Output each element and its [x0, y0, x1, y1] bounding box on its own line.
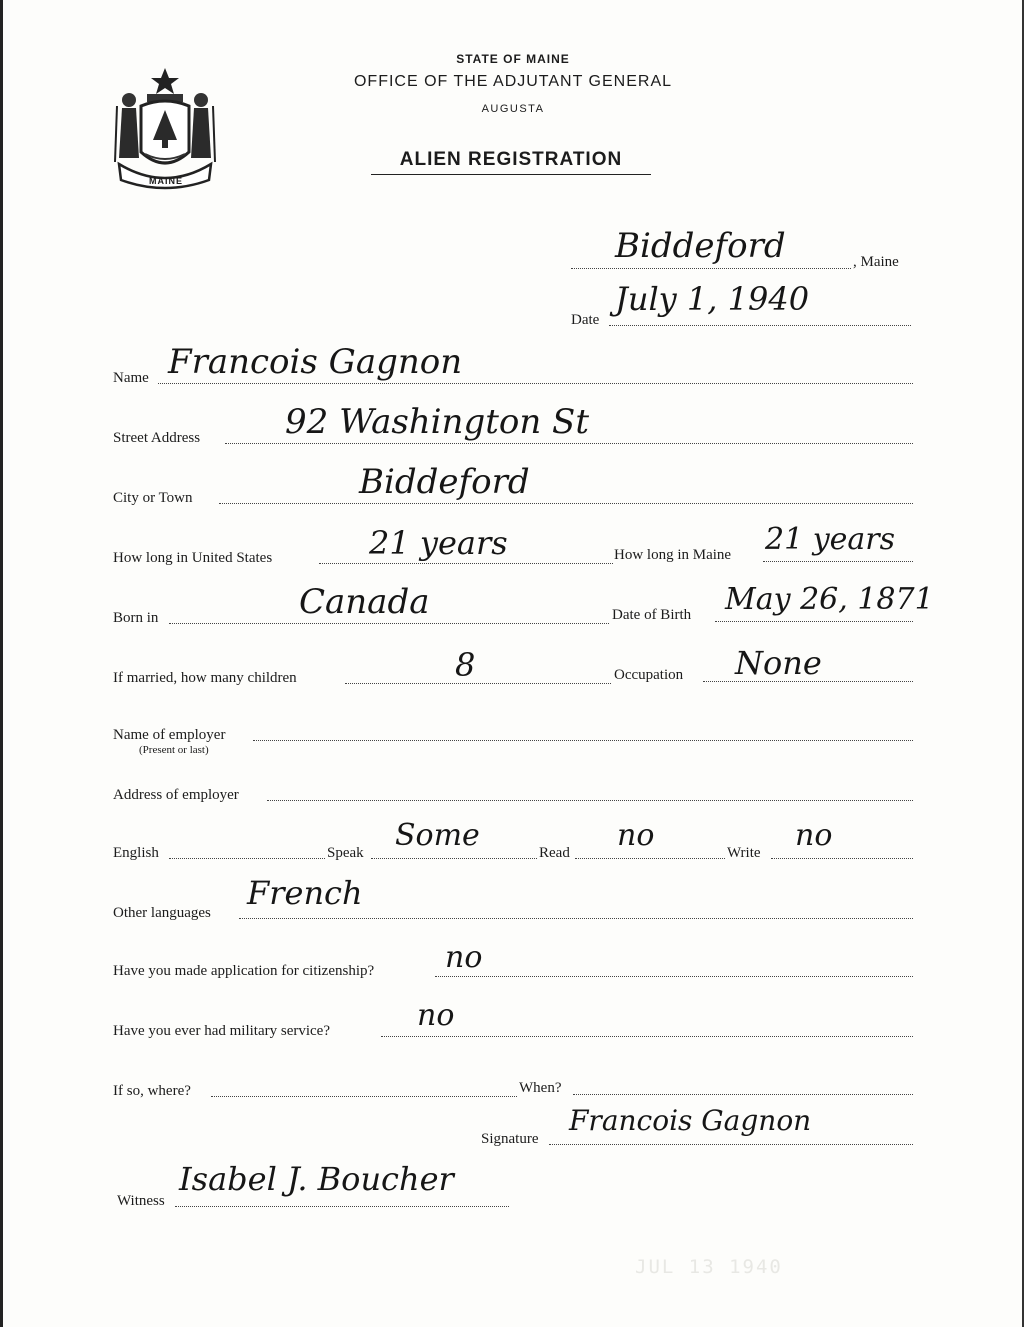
street-line	[225, 443, 913, 444]
read-value[interactable]: no	[617, 818, 655, 853]
maine-seal-icon	[111, 66, 219, 190]
if-so-where-label: If so, where?	[113, 1083, 191, 1099]
english-line	[169, 858, 325, 859]
employer-address-line[interactable]	[267, 800, 913, 801]
citizenship-label: Have you made application for citizenship?	[113, 963, 375, 979]
city-line	[219, 503, 913, 504]
employer-note: (Present or last)	[139, 744, 209, 756]
witness-line	[175, 1206, 509, 1207]
occupation-label: Occupation	[614, 667, 684, 683]
speak-line	[371, 858, 537, 859]
children-line	[345, 683, 611, 684]
military-value[interactable]: no	[417, 998, 455, 1033]
city-value[interactable]: Biddeford	[359, 462, 530, 502]
date-of-birth-value[interactable]: May 26, 1871	[725, 582, 934, 617]
date-label: Date	[571, 312, 600, 328]
employer-label: Name of employer	[113, 727, 226, 743]
other-languages-label: Other languages	[113, 905, 211, 921]
date-of-birth-line	[715, 621, 913, 622]
form-title: ALIEN REGISTRATION	[371, 149, 651, 175]
how-long-maine-value[interactable]: 21 years	[765, 522, 896, 557]
how-long-us-label: How long in United States	[113, 550, 273, 566]
employer-address-label: Address of employer	[113, 787, 239, 803]
read-line	[575, 858, 725, 859]
name-label: Name	[113, 370, 149, 386]
office-heading: OFFICE OF THE ADJUTANT GENERAL	[353, 73, 673, 90]
read-label: Read	[539, 845, 570, 861]
signature-label: Signature	[481, 1131, 539, 1147]
employer-line[interactable]	[253, 740, 913, 741]
place-value[interactable]: Biddeford	[615, 226, 786, 266]
signature-line	[549, 1144, 913, 1145]
children-label: If married, how many children	[113, 670, 297, 686]
speak-label: Speak	[327, 845, 364, 861]
citizenship-value[interactable]: no	[445, 940, 483, 975]
signature-value[interactable]: Francois Gagnon	[569, 1104, 812, 1137]
maine-label: , Maine	[853, 254, 899, 270]
date-value[interactable]: July 1, 1940	[615, 280, 810, 318]
name-value[interactable]: Francois Gagnon	[168, 342, 463, 382]
state-heading: STATE OF MAINE	[456, 52, 570, 66]
occupation-value[interactable]: None	[735, 644, 822, 682]
military-label: Have you ever had military service?	[113, 1023, 330, 1039]
children-value[interactable]: 8	[455, 646, 476, 684]
witness-value[interactable]: Isabel J. Boucher	[179, 1160, 454, 1198]
witness-label: Witness	[117, 1193, 165, 1209]
street-value[interactable]: 92 Washington St	[285, 402, 590, 442]
other-languages-value[interactable]: French	[247, 874, 363, 912]
seal-banner-label: MAINE	[149, 176, 183, 186]
street-label: Street Address	[113, 430, 201, 446]
speak-value[interactable]: Some	[395, 818, 480, 853]
english-label: English	[113, 845, 159, 861]
how-long-us-line	[319, 563, 613, 564]
when-line[interactable]	[573, 1094, 913, 1095]
citizenship-line	[435, 976, 913, 977]
born-in-value[interactable]: Canada	[299, 582, 430, 622]
city-label: City or Town	[113, 490, 193, 506]
write-line	[771, 858, 913, 859]
born-in-label: Born in	[113, 610, 159, 626]
name-line	[158, 383, 913, 384]
received-stamp: JUL 13 1940	[635, 1256, 783, 1278]
write-value[interactable]: no	[795, 818, 833, 853]
how-long-maine-line	[763, 561, 913, 562]
other-languages-line	[239, 918, 913, 919]
military-line	[381, 1036, 913, 1037]
if-so-where-line[interactable]	[211, 1096, 517, 1097]
date-of-birth-label: Date of Birth	[612, 607, 692, 623]
write-label: Write	[727, 845, 761, 861]
date-line	[609, 325, 911, 326]
how-long-maine-label: How long in Maine	[614, 547, 732, 563]
place-line	[571, 268, 851, 269]
how-long-us-value[interactable]: 21 years	[369, 524, 508, 562]
when-label: When?	[519, 1080, 562, 1096]
born-in-line	[169, 623, 609, 624]
city-heading: AUGUSTA	[481, 103, 545, 115]
